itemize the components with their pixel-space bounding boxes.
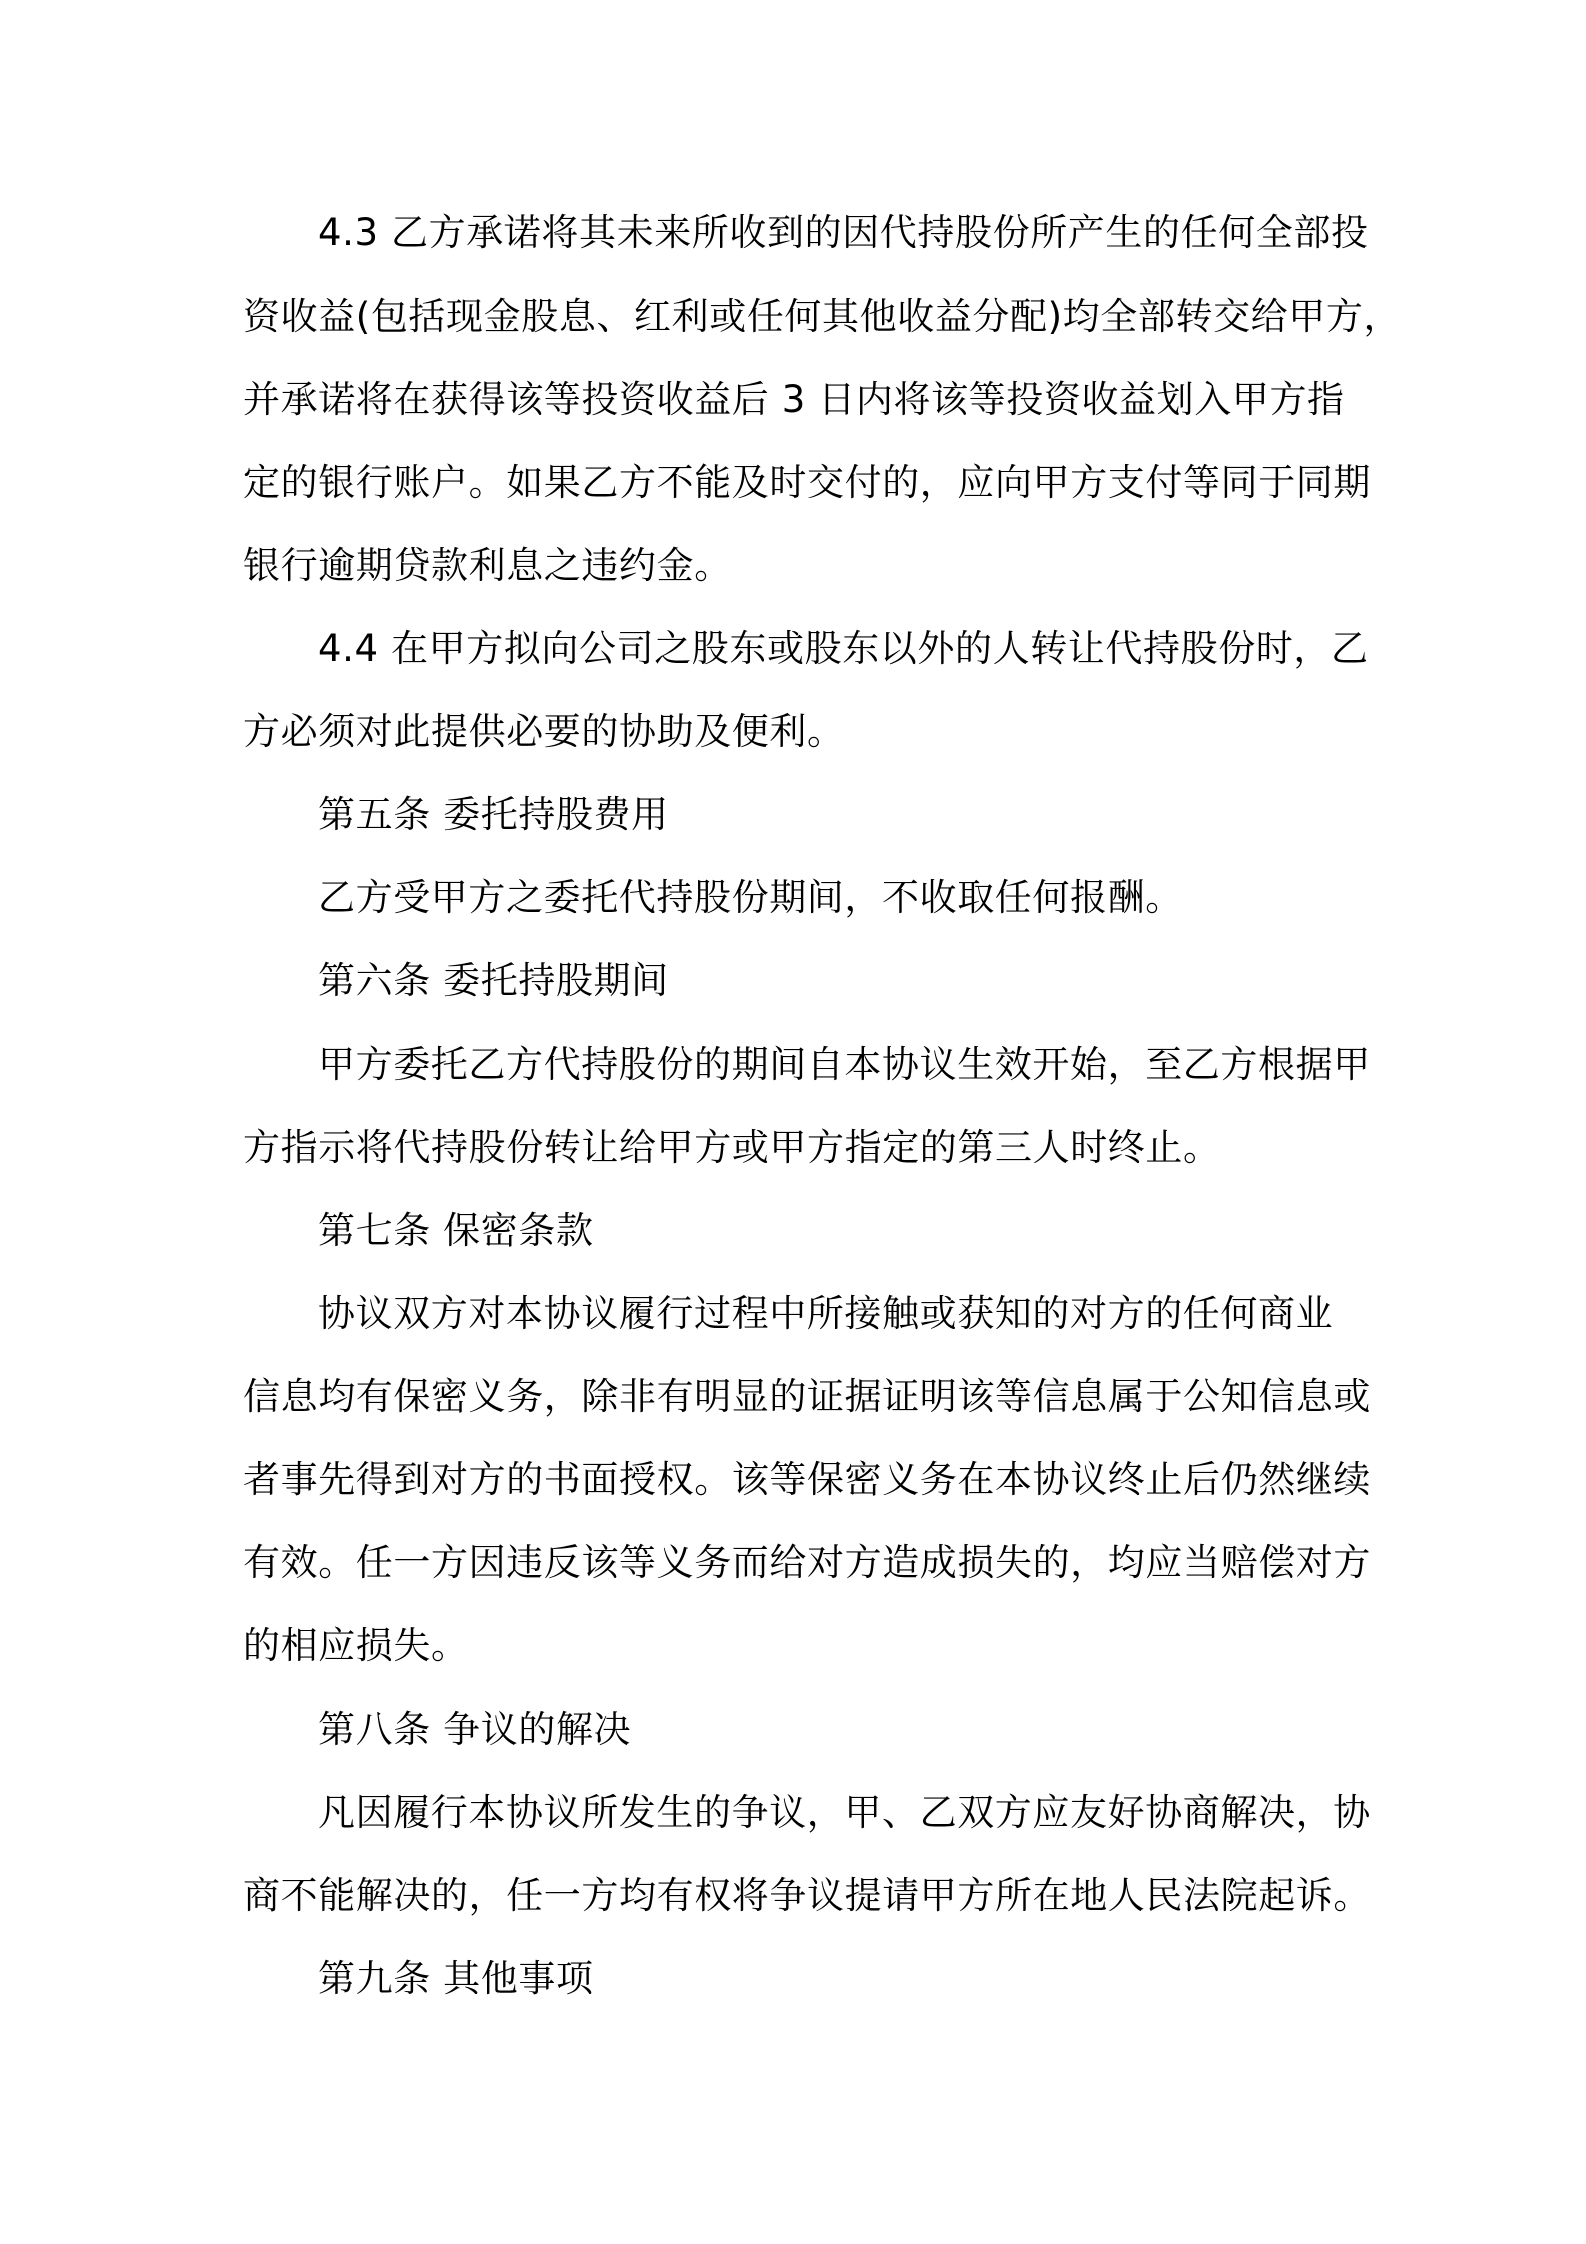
article-8-body-line-1: 凡因履行本协议所发生的争议，甲、乙双方应友好协商解决，协: [318, 1791, 1371, 1834]
clause-4-4-line-2: 方必须对此提供必要的协助及便利。: [243, 710, 845, 753]
article-6-body-line-1: 甲方委托乙方代持股份的期间自本协议生效开始，至乙方根据甲: [318, 1043, 1371, 1086]
article-7-heading: 第七条 保密条款: [318, 1209, 594, 1252]
article-8-heading: 第八条 争议的解决: [318, 1708, 632, 1751]
article-7-body-line-5: 的相应损失。: [243, 1624, 469, 1667]
article-6-body-line-2: 方指示将代持股份转让给甲方或甲方指定的第三人时终止。: [243, 1126, 1221, 1169]
clause-4-3-line-3: 并承诺将在获得该等投资收益后 3 日内将该等投资收益划入甲方指: [243, 378, 1345, 421]
article-9-heading: 第九条 其他事项: [318, 1957, 594, 2000]
article-7-body-line-1: 协议双方对本协议履行过程中所接触或获知的对方的任何商业: [318, 1292, 1334, 1335]
clause-4-3-line-2: 资收益(包括现金股息、红利或任何其他收益分配)均全部转交给甲方，: [243, 295, 1402, 338]
article-6-heading: 第六条 委托持股期间: [318, 959, 669, 1002]
clause-4-4-line-1: 4.4 在甲方拟向公司之股东或股东以外的人转让代持股份时，乙: [318, 627, 1369, 670]
article-5-body: 乙方受甲方之委托代持股份期间，不收取任何报酬。: [318, 876, 1183, 919]
article-7-body-line-3: 者事先得到对方的书面授权。该等保密义务在本协议终止后仍然继续: [243, 1458, 1371, 1501]
article-5-heading: 第五条 委托持股费用: [318, 793, 669, 836]
clause-4-3-line-5: 银行逾期贷款利息之违约金。: [243, 544, 732, 587]
article-8-body-line-2: 商不能解决的，任一方均有权将争议提请甲方所在地人民法院起诉。: [243, 1874, 1371, 1917]
article-7-body-line-2: 信息均有保密义务，除非有明显的证据证明该等信息属于公知信息或: [243, 1375, 1371, 1418]
article-7-body-line-4: 有效。任一方因违反该等义务而给对方造成损失的，均应当赔偿对方: [243, 1541, 1371, 1584]
clause-4-3-line-4: 定的银行账户。如果乙方不能及时交付的，应向甲方支付等同于同期: [243, 461, 1371, 504]
clause-4-3-line-1: 4.3 乙方承诺将其未来所收到的因代持股份所产生的任何全部投: [318, 211, 1369, 254]
